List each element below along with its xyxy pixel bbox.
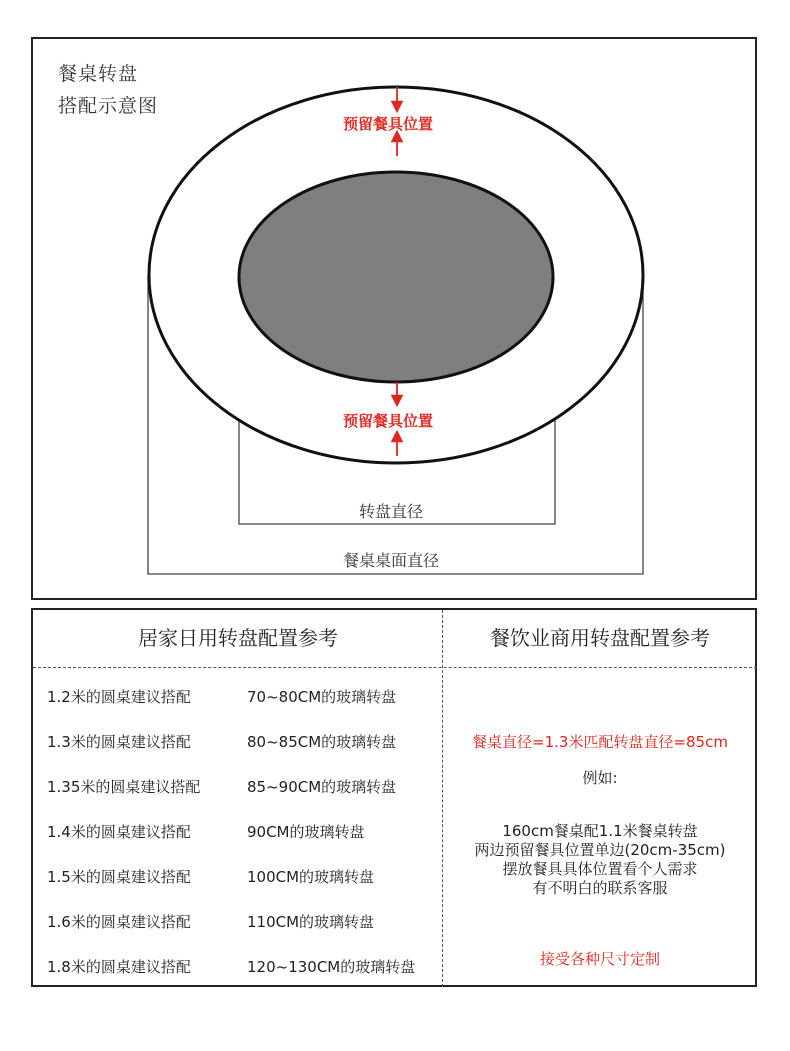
header-divider [33, 667, 757, 668]
reserve-label-top: 预留餐具位置 [343, 115, 434, 133]
table-diameter-label: 餐桌桌面直径 [335, 548, 447, 571]
turntable-cell: 85~90CM的玻璃转盘 [247, 778, 397, 796]
turntable-cell: 80~85CM的玻璃转盘 [247, 733, 397, 751]
config-table [31, 608, 757, 987]
diagram-title-line2: 搭配示意图 [58, 95, 159, 117]
table-row [47, 866, 374, 887]
table-size-cell: 1.4米的圆桌建议搭配 [47, 823, 191, 841]
turntable-cell: 70~80CM的玻璃转盘 [247, 688, 397, 706]
turntable-diameter-label: 转盘直径 [351, 499, 431, 522]
turntable-ellipse [239, 172, 553, 382]
commercial-formula: 餐桌直径=1.3米匹配转盘直径=85cm [472, 733, 728, 751]
table-row [47, 686, 396, 707]
turntable-cell: 110CM的玻璃转盘 [247, 913, 375, 931]
table-size-cell: 1.3米的圆桌建议搭配 [47, 733, 191, 751]
example-line: 摆放餐具具体位置看个人需求 [502, 860, 698, 878]
table-row [47, 821, 365, 842]
example-label: 例如: [582, 769, 618, 787]
commercial-config-header: 餐饮业商用转盘配置参考 [490, 626, 710, 650]
table-size-cell: 1.5米的圆桌建议搭配 [47, 868, 191, 886]
example-line: 160cm餐桌配1.1米餐桌转盘 [502, 822, 698, 840]
example-line: 两边预留餐具位置单边(20cm-35cm) [474, 841, 726, 859]
home-config-header: 居家日用转盘配置参考 [138, 626, 338, 650]
table-row [47, 731, 396, 752]
turntable-cell: 90CM的玻璃转盘 [247, 823, 365, 841]
table-size-cell: 1.2米的圆桌建议搭配 [47, 688, 191, 706]
example-line: 有不明白的联系客服 [532, 879, 668, 897]
column-divider [442, 610, 443, 987]
table-row [47, 776, 396, 797]
diagram-title-line1: 餐桌转盘 [58, 63, 139, 85]
table-size-cell: 1.35米的圆桌建议搭配 [47, 778, 201, 796]
diagram-panel [31, 37, 757, 600]
reserve-label-bottom: 预留餐具位置 [343, 412, 434, 430]
table-row [47, 911, 374, 932]
turntable-cell: 100CM的玻璃转盘 [247, 868, 375, 886]
table-size-cell: 1.8米的圆桌建议搭配 [47, 958, 191, 976]
custom-size-note: 接受各种尺寸定制 [539, 950, 660, 968]
turntable-cell: 120~130CM的玻璃转盘 [247, 958, 416, 976]
table-row [47, 956, 415, 977]
table-size-cell: 1.6米的圆桌建议搭配 [47, 913, 191, 931]
